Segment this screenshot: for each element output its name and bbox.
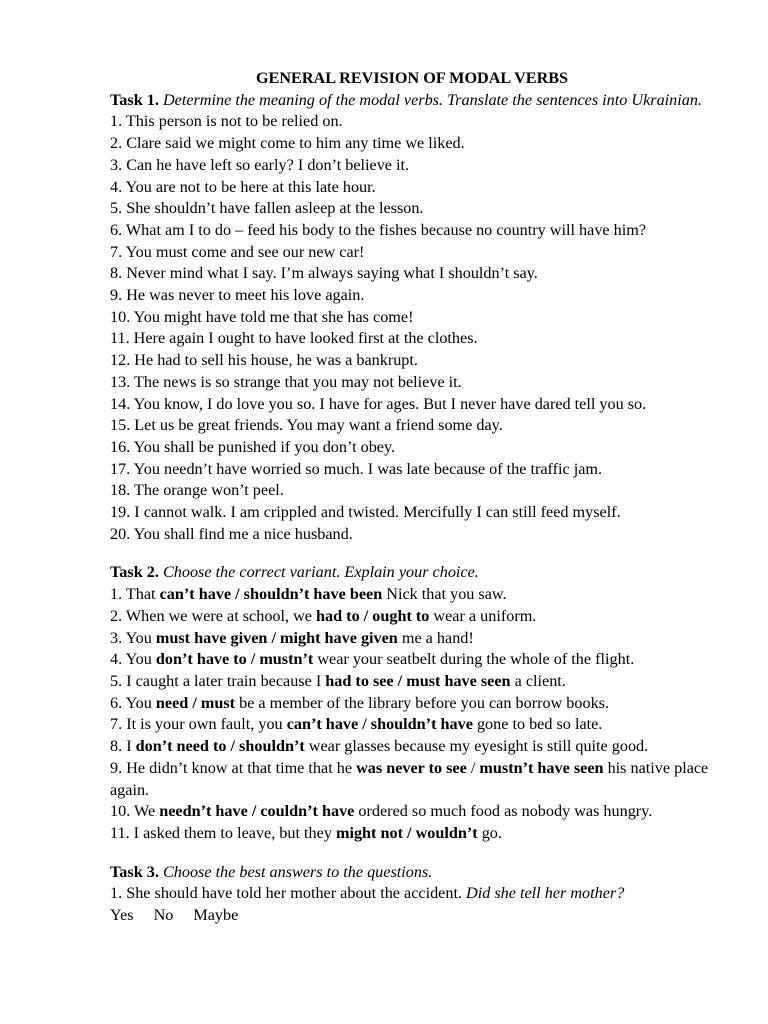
- item-text: 10. We: [110, 802, 160, 821]
- list-item: 14. You know, I do love you so. I have for ages. But I never have dared tell you so.: [110, 394, 647, 413]
- item-choice: need / must: [155, 693, 236, 712]
- answer-option: No: [153, 906, 174, 925]
- task2-label: Task 2.: [110, 563, 159, 582]
- list-item: [110, 714, 714, 736]
- item-text: go.: [477, 823, 502, 842]
- task3-heading: [110, 862, 714, 884]
- list-item: [110, 649, 714, 671]
- list-item: 5. She shouldn’t have fallen asleep at the lesson.: [110, 199, 424, 218]
- item-text: gone to bed so late.: [472, 715, 603, 734]
- item-choice: was never to see: [356, 758, 467, 777]
- task2-section: [110, 562, 714, 844]
- list-item: 3. Can he have left so early? I don’t believe it.: [110, 155, 410, 174]
- task1-label: Task 1.: [110, 90, 159, 109]
- item-choice: needn’t have / couldn’t have: [159, 802, 355, 821]
- list-item: [110, 883, 714, 905]
- list-item: [110, 628, 714, 650]
- answer-option: Maybe: [193, 906, 239, 925]
- item-choice: must have given / might have given: [155, 628, 398, 647]
- item-text: be a member of the library before you can borrow books.: [235, 693, 610, 712]
- item-text: 9. He didn’t know at that time that he: [110, 758, 357, 777]
- item-text: ordered so much food as nobody was hungry.: [354, 802, 653, 821]
- item-question: Did she tell her mother?: [466, 884, 625, 903]
- item-choice: can’t have / shouldn’t have: [286, 715, 473, 734]
- item-text: /: [466, 758, 480, 777]
- list-item: 9. He was never to meet his love again.: [110, 286, 365, 305]
- list-item: 2. Clare said we might come to him any time we liked.: [110, 134, 465, 153]
- list-item: [110, 823, 714, 845]
- list-item: [110, 584, 714, 606]
- item-text: 4. You: [110, 650, 156, 669]
- item-text: me a hand!: [397, 628, 474, 647]
- list-item: 19. I cannot walk. I am crippled and twisted. Mercifully I can still feed myself.: [110, 503, 621, 522]
- list-item: 7. You must come and see our new car!: [110, 242, 365, 261]
- list-item: [110, 693, 714, 715]
- task3-instruction: Choose the best answers to the questions.: [162, 862, 433, 881]
- item-text: a client.: [510, 671, 566, 690]
- task1-section: [110, 90, 714, 546]
- answer-options: [110, 905, 714, 927]
- task1-heading: [110, 90, 714, 112]
- item-choice: don’t need to / shouldn’t: [135, 737, 305, 756]
- section-gap: [110, 845, 714, 862]
- list-item: 6. What am I to do – feed his body to the fishes because no country will have him?: [110, 220, 647, 239]
- task2-instruction: Choose the correct variant. Explain your choice.: [162, 563, 479, 582]
- item-choice: had to see / must have seen: [325, 671, 511, 690]
- item-text: wear a uniform.: [429, 606, 537, 625]
- task3-section: [110, 862, 714, 927]
- item-text: his native place again.: [110, 758, 709, 799]
- task2-heading: [110, 562, 714, 584]
- list-item: [110, 671, 714, 693]
- answer-option: Yes: [110, 906, 134, 925]
- item-choice: might not / wouldn’t: [335, 823, 478, 842]
- item-text: 3. You: [110, 628, 156, 647]
- item-text: Nick that you saw.: [382, 585, 507, 604]
- item-text: 7. It is your own fault, you: [110, 715, 287, 734]
- list-item: 20. You shall find me a nice husband.: [110, 524, 353, 543]
- list-item: [110, 801, 714, 823]
- item-text: 11. I asked them to leave, but they: [110, 823, 336, 842]
- item-text: 6. You: [110, 693, 156, 712]
- list-item: 12. He had to sell his house, he was a bankrupt.: [110, 351, 418, 370]
- list-item: 16. You shall be punished if you don’t obey.: [110, 437, 396, 456]
- list-item: 8. Never mind what I say. I’m always saying what I shouldn’t say.: [110, 264, 538, 283]
- document-page: [110, 68, 714, 927]
- item-choice: had to / ought to: [316, 606, 430, 625]
- item-text: wear your seatbelt during the whole of the flight.: [313, 650, 635, 669]
- list-item: 11. Here again I ought to have looked first at the clothes.: [110, 329, 478, 348]
- list-item: [110, 736, 714, 758]
- item-text: 5. I caught a later train because I: [110, 671, 326, 690]
- list-item: [110, 758, 714, 801]
- list-item: 4. You are not to be here at this late hour.: [110, 177, 376, 196]
- list-item: [110, 606, 714, 628]
- task1-instruction: Determine the meaning of the modal verbs. Translate the sentences into Ukrainian.: [162, 90, 703, 109]
- item-choice: can’t have / shouldn’t have been: [159, 585, 383, 604]
- list-item: 15. Let us be great friends. You may want a friend some day.: [110, 416, 503, 435]
- item-text: 2. When we were at school, we: [110, 606, 317, 625]
- item-text: 8. I: [110, 737, 136, 756]
- item-choice: mustn’t have seen: [479, 758, 604, 777]
- list-item: 1. This person is not to be relied on.: [110, 112, 343, 131]
- item-choice: don’t have to / mustn’t: [155, 650, 314, 669]
- list-item: 17. You needn’t have worried so much. I was late because of the traffic jam.: [110, 459, 603, 478]
- section-gap: [110, 545, 714, 562]
- item-text: 1. That: [110, 585, 160, 604]
- item-text: wear glasses because my eyesight is still quite good.: [304, 737, 649, 756]
- list-item: 10. You might have told me that she has come!: [110, 307, 414, 326]
- document-title: GENERAL REVISION OF MODAL VERBS: [255, 69, 569, 87]
- list-item: 13. The news is so strange that you may not believe it.: [110, 372, 462, 391]
- task3-label: Task 3.: [110, 862, 159, 881]
- item-text: 1. She should have told her mother about the accident.: [110, 884, 467, 903]
- list-item: 18. The orange won’t peel.: [110, 481, 284, 500]
